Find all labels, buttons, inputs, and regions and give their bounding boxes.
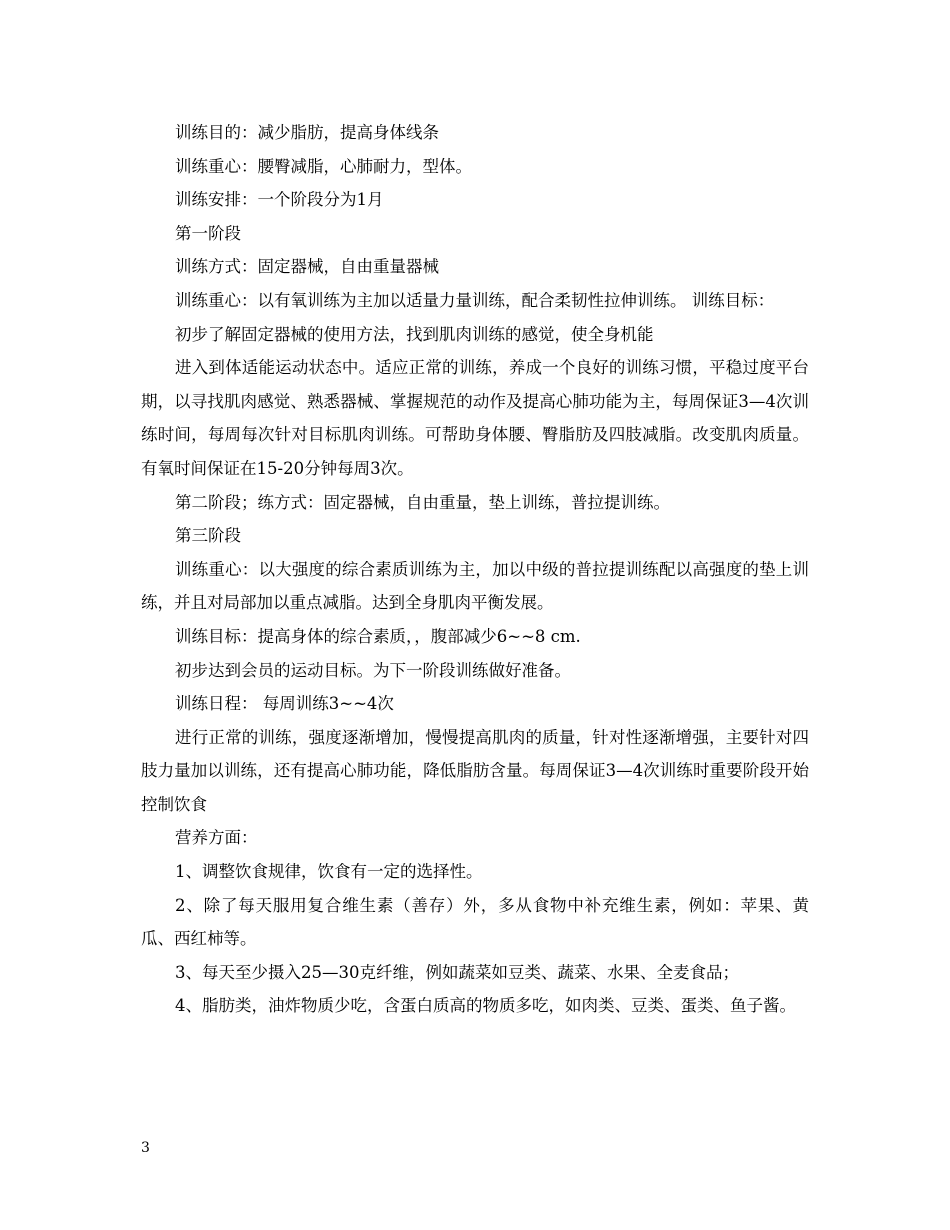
paragraph-stage-three-heading: 第三阶段	[175, 526, 241, 546]
paragraph-nutrition-item-4: 4、脂肪类，油炸物质少吃，含蛋白质高的物质多吃，如肉类、豆类、蛋类、鱼子酱。	[175, 996, 796, 1016]
paragraph-nutrition-item-2: 2、除了每天服用复合维生素（善存）外，多从食物中补充维生素，例如：苹果、黄瓜、西红柿等。	[141, 895, 809, 949]
paragraph-training-focus: 训练重心：腰臀减脂，心肺耐力，型体。	[175, 156, 472, 176]
page-number: 3	[141, 1140, 150, 1156]
paragraph-training-goal: 训练目的：减少脂肪，提高身体线条	[175, 123, 439, 142]
paragraph-nutrition-item-1: 1、调整饮食规律，饮食有一定的选择性。	[175, 862, 483, 882]
paragraph-normal-training: 进行正常的训练，强度逐渐增加，慢慢提高肌肉的质量，针对性逐渐增强，主要针对四肢力量加以训练，还有提高心肺功能，降低脂肪含量。每周保证3—4次训练时重要阶段开始控制饮食	[141, 727, 809, 814]
document-body	[141, 116, 809, 1023]
paragraph-stage-one-intro: 初步了解固定器械的使用方法，找到肌肉训练的感觉，使全身机能	[175, 324, 654, 344]
paragraph-stage-three-goal: 训练目标：提高身体的综合素质，，腹部减少6~~8 cm.	[175, 626, 581, 646]
paragraph-stage-one-focus: 训练重心：以有氧训练为主加以适量力量训练，配合柔韧性拉伸训练。 训练目标：	[175, 290, 775, 310]
paragraph-training-days: 训练日程： 每周训练3~~4次	[175, 694, 394, 714]
paragraph-stage-one-heading: 第一阶段	[175, 223, 241, 243]
paragraph-member-goal: 初步达到会员的运动目标。为下一阶段训练做好准备。	[175, 660, 571, 680]
paragraph-stage-one-detail: 进入到体适能运动状态中。适应正常的训练，养成一个良好的训练习惯，平稳过度平台期，以寻找肌肉感觉、熟悉器械、掌握规范的动作及提高心肺功能为主，每周保证3—4次训练时间，每周每次针对目标肌肉训练。可帮助身体腰、臀脂肪及四肢减脂。改变肌肉质量。有氧时间保证在15-20分钟每周3次。	[141, 358, 809, 478]
paragraph-stage-three-focus: 训练重心：以大强度的综合素质训练为主，加以中级的普拉提训练配以高强度的垫上训练，并且对局部加以重点减脂。达到全身肌肉平衡发展。	[141, 559, 809, 613]
paragraph-training-schedule: 训练安排：一个阶段分为1月	[175, 190, 384, 210]
paragraph-training-method: 训练方式：固定器械，自由重量器械	[175, 257, 439, 277]
paragraph-nutrition-heading: 营养方面：	[175, 828, 258, 848]
paragraph-nutrition-item-3: 3、每天至少摄入25—30克纤维，例如蔬菜如豆类、蔬菜、水果、全麦食品；	[175, 962, 739, 982]
paragraph-stage-two: 第二阶段；练方式：固定器械，自由重量，垫上训练，普拉提训练。	[175, 492, 670, 512]
